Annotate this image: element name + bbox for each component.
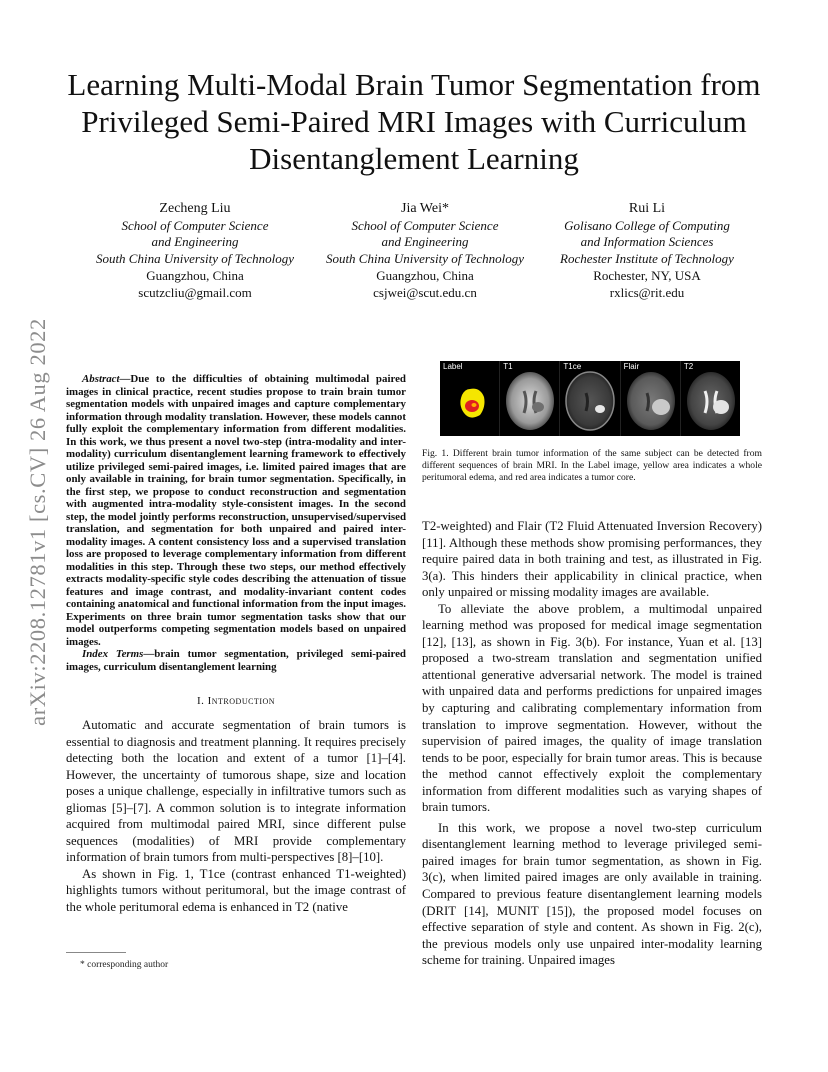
mri-flair-image	[621, 361, 681, 436]
arxiv-stamp-text: arXiv:2208.12781v1 [cs.CV] 26 Aug 2022	[25, 318, 50, 726]
abstract	[66, 373, 406, 648]
mri-panel-label	[440, 361, 500, 436]
author-name: Rui Li	[628, 201, 666, 216]
author-city: Guangzhou, China	[376, 267, 474, 283]
mri-t2-image	[681, 361, 740, 436]
index-terms	[66, 648, 406, 673]
author-email: rxlics@rit.edu	[609, 284, 685, 300]
footnote-divider	[66, 952, 126, 953]
intro-paragraph-2: As shown in Fig. 1, T1ce (contrast enhanced T1-weighted) highlights tumors without peritumoral, but the image contrast of the whole peritumoral edema is enhanced in T2 (native	[66, 866, 406, 915]
mri-panel-t1ce	[560, 361, 620, 436]
author-org: South China University of Technology	[95, 251, 295, 267]
arxiv-stamp	[22, 282, 54, 762]
section-heading-introduction: I. Introduction	[196, 695, 276, 707]
author-org: Rochester Institute of Technology	[560, 251, 734, 267]
paper-title: Learning Multi-Modal Brain Tumor Segmentation from Privileged Semi-Paired MRI Images with Curriculum Disentanglement Learning	[67, 67, 761, 176]
right-column	[422, 518, 762, 969]
author-dept: School of Computer Science	[121, 217, 269, 233]
author-3	[532, 200, 762, 301]
author-dept: and Information Sciences	[580, 234, 714, 250]
author-2	[300, 200, 550, 301]
tumor-label-image	[440, 361, 500, 436]
left-column	[66, 373, 406, 916]
author-name: Zecheng Liu	[159, 201, 231, 216]
index-terms-text: —brain tumor segmentation, privileged semi-paired images, curriculum disentanglement learning	[66, 648, 406, 673]
intro-paragraph-1: Automatic and accurate segmentation of brain tumors is essential to diagnosis and treatment planning. It requires precisely detecting both the location and extent of a tumor [1]–[4]. However, the uncertainty of tumorous shape, size and location poses a unique challenge, especially in infiltrative tumors such as gliomas [5]–[7]. A common solution is to integrate information acquired from multimodal paired MRI, since different pulse sequences (modalities) of MRI provide complementary information of brain tumors from multi-perspectives [8]–[10].	[66, 718, 406, 865]
author-email: csjwei@scut.edu.cn	[373, 284, 477, 300]
author-email: scutzcliu@gmail.com	[138, 284, 252, 300]
author-dept: and Engineering	[381, 234, 469, 250]
mri-t1ce-image	[560, 361, 620, 436]
author-1	[70, 200, 320, 301]
mri-panel-t2	[681, 361, 740, 436]
index-terms-label: Index Terms	[82, 648, 144, 660]
author-city: Guangzhou, China	[146, 267, 244, 283]
panel-label-text: Label	[443, 362, 463, 371]
mri-panel-flair	[621, 361, 681, 436]
author-name: Jia Wei*	[401, 201, 449, 216]
footnote: * corresponding author	[80, 960, 169, 970]
abstract-text: —Due to the difficulties of obtaining multimodal paired images in clinical practice, recent studies propose to train brain tumor segmentation models with unpaired images and capture complementary information through modality translation. However, these models cannot fully exploit the complementary information from different modalities. In this work, we thus present a novel two-step (intra-modality and inter-modality) curriculum disentanglement learning framework to effectively utilize privileged semi-paired images, i.e. limited paired images that are only available in training, for brain tumor segmentation. Specifically, in the first step, we propose to conduct reconstruction and segmentation with augmented intra-modality style-consistent images. In the second step, the model jointly performs reconstruction, unsupervised/supervised translation, and segmentation for both unpaired and paired inter-modality images. A content consistency loss and a supervised translation loss are proposed to leverage complementary information from different modalities in this step. Through these two steps, our method effectively extracts modality-specific style codes describing the attenuation of tissue features and image contrast, and modality-invariant content codes containing anatomical and functional information from the input images. Experiments on three brain tumor segmentation tasks show that our model outperforms competing segmentation models based on unpaired images.	[66, 373, 406, 648]
panel-label-text: Flair	[623, 362, 640, 371]
author-city: Rochester, NY, USA	[593, 267, 701, 283]
right-paragraph-1: T2-weighted) and Flair (T2 Fluid Attenuated Inversion Recovery) [11]. Although these methods show promising performances, they require paired data in both training and test, as illustrated in Fig. 3(a). This hinders their applicability in clinical practice, when only unpaired or missing modality images are available.	[422, 519, 762, 600]
mri-panel-t1	[500, 361, 560, 436]
mri-t1-image	[500, 361, 560, 436]
panel-label-text: T1	[503, 362, 513, 371]
author-dept: Golisano College of Computing	[564, 217, 730, 233]
right-paragraph-2: To alleviate the above problem, a multimodal unpaired learning method was proposed for medical image segmentation [12], [13], as shown in Fig. 3(b). For instance, Yuan et al. [13] proposed a two-stream translation and segmentation unified attentional generative adversarial network. The model is trained with unpaired data and performs predictions for unpaired images by capturing and calibrating complementary information from translation to improve segmentation. However, without the supervision of paired images, the quality of image translation tends to be poor, especially for brain tumor areas. This is because the method cannot effectively exploit the complementary information from different modalities such as varying shapes of brain tumors.	[422, 601, 762, 815]
panel-label-text: T2	[683, 362, 694, 371]
panel-label-text: T1ce	[563, 362, 582, 371]
author-dept: School of Computer Science	[351, 217, 499, 233]
figure-1-mri-strip	[440, 361, 740, 436]
author-org: South China University of Technology	[325, 251, 525, 267]
author-dept: and Engineering	[151, 234, 239, 250]
right-paragraph-3: In this work, we propose a novel two-step curriculum disentanglement learning method to leverage privileged semi-paired images for brain tumor segmentation, as shown in Fig. 3(c), when limited paired images are only available in training. Compared to previous feature disentanglement learning models (DRIT [14], MUNIT [15]), the proposed model focuses on effective separation of style and content. As shown in Fig. 2(c), the previous models only use unpaired inter-modality learning scheme for training. Unpaired images	[422, 820, 762, 968]
abstract-label: Abstract	[82, 373, 120, 385]
figure-1-caption: Fig. 1. Different brain tumor information of the same subject can be detected from different sequences of brain MRI. In the Label image, yellow area indicates a whole peritumoral edema, and red area indicates a tumor core.	[422, 448, 762, 483]
